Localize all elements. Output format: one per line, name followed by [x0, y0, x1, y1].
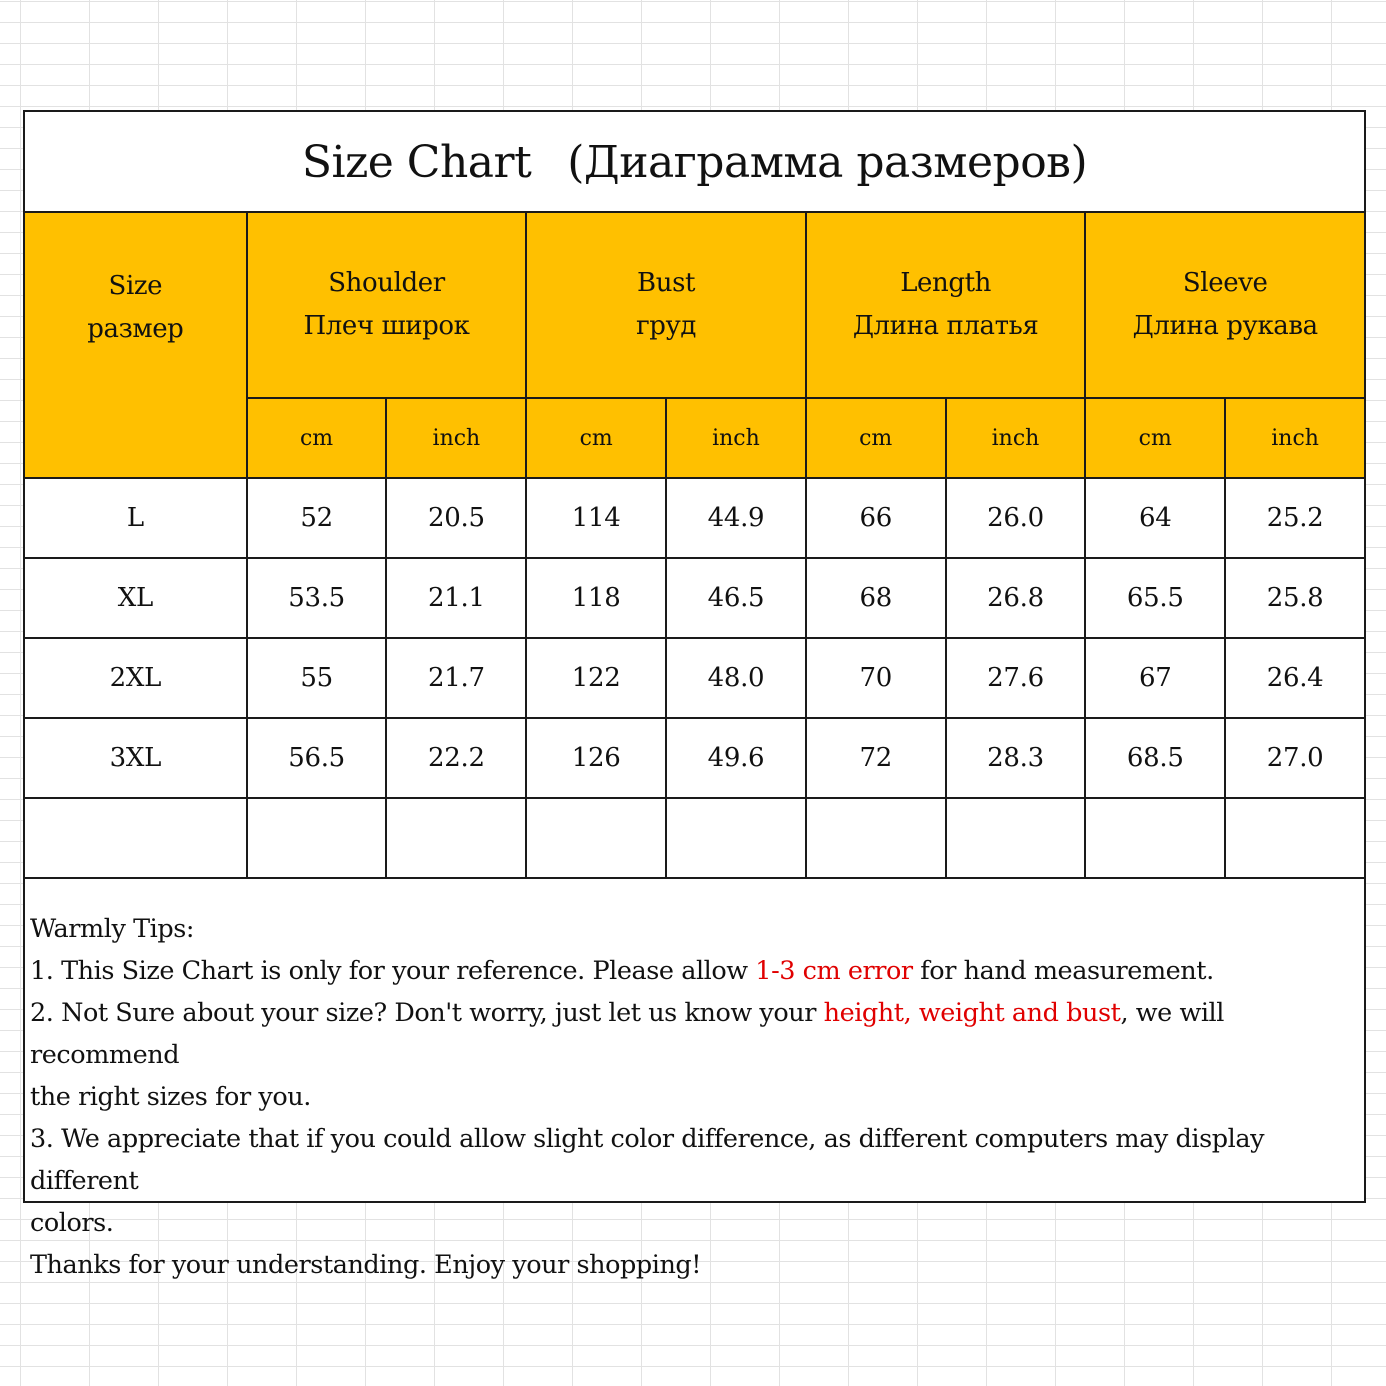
unit-cell: cm	[526, 398, 666, 478]
empty-row	[25, 798, 1364, 878]
table-cell: 26.4	[1225, 638, 1364, 718]
table-cell: 68	[806, 558, 946, 638]
table-cell: 27.6	[946, 638, 1086, 718]
header-row	[25, 212, 1364, 398]
empty-cell	[526, 798, 666, 878]
table-cell: 26.8	[946, 558, 1086, 638]
empty-cell	[666, 798, 806, 878]
unit-cell: inch	[946, 398, 1086, 478]
table-cell: 66	[806, 478, 946, 558]
empty-cell	[1225, 798, 1364, 878]
empty-cell	[25, 798, 247, 878]
size-label: 2XL	[25, 638, 247, 718]
size-label: XL	[25, 558, 247, 638]
table-cell: 21.7	[386, 638, 526, 718]
table-cell: 49.6	[666, 718, 806, 798]
title-russian: (Диаграмма размеров)	[567, 136, 1088, 188]
empty-cell	[247, 798, 387, 878]
thanks-line: Thanks for your understanding. Enjoy your shopping!	[30, 1250, 702, 1280]
table-cell: 67	[1085, 638, 1225, 718]
table-cell: 48.0	[666, 638, 806, 718]
empty-cell	[1085, 798, 1225, 878]
size-table	[25, 211, 1364, 879]
table-cell: 53.5	[247, 558, 387, 638]
table-cell: 21.1	[386, 558, 526, 638]
table-cell: 25.2	[1225, 478, 1364, 558]
tips-heading: Warmly Tips:	[30, 914, 194, 944]
empty-cell	[806, 798, 946, 878]
table-cell: 44.9	[666, 478, 806, 558]
table-row	[25, 638, 1364, 718]
table-cell: 65.5	[1085, 558, 1225, 638]
table-cell: 126	[526, 718, 666, 798]
table-cell: 22.2	[386, 718, 526, 798]
title-english: Size Chart	[301, 136, 532, 188]
unit-cell: cm	[806, 398, 946, 478]
header-shoulder: Shoulder Плеч широк	[247, 212, 527, 398]
header-length: Length Длина платья	[806, 212, 1086, 398]
header-bust: Bust груд	[526, 212, 806, 398]
unit-cell: inch	[666, 398, 806, 478]
tip-1: 1. This Size Chart is only for your reference. Please allow 1-3 cm error for hand measurement.	[30, 956, 1214, 986]
header-size: Size размер	[25, 212, 247, 478]
table-cell: 122	[526, 638, 666, 718]
table-row	[25, 478, 1364, 558]
tip-2-highlight: height, weight and bust	[823, 998, 1121, 1028]
size-chart	[23, 110, 1366, 1280]
table-cell: 118	[526, 558, 666, 638]
chart-title	[25, 112, 1364, 212]
tip-2: 2. Not Sure about your size? Don't worry, just let us know your height, weight and bust, we will recommend	[30, 998, 1224, 1070]
table-cell: 25.8	[1225, 558, 1364, 638]
size-label: L	[25, 478, 247, 558]
tip-3-cont: colors.	[30, 1208, 114, 1238]
unit-cell: inch	[1225, 398, 1364, 478]
table-cell: 52	[247, 478, 387, 558]
table-row	[25, 558, 1364, 638]
empty-cell	[386, 798, 526, 878]
table-cell: 72	[806, 718, 946, 798]
table-cell: 26.0	[946, 478, 1086, 558]
tip-2-cont: the right sizes for you.	[30, 1082, 311, 1112]
unit-cell: inch	[386, 398, 526, 478]
table-cell: 70	[806, 638, 946, 718]
table-cell: 68.5	[1085, 718, 1225, 798]
unit-cell: cm	[247, 398, 387, 478]
header-sleeve: Sleeve Длина рукава	[1085, 212, 1364, 398]
table-cell: 114	[526, 478, 666, 558]
table-cell: 56.5	[247, 718, 387, 798]
tip-3: 3. We appreciate that if you could allow slight color difference, as different computers may display different	[30, 1124, 1265, 1196]
size-label: 3XL	[25, 718, 247, 798]
table-cell: 20.5	[386, 478, 526, 558]
warmly-tips	[30, 908, 1355, 1286]
table-cell: 55	[247, 638, 387, 718]
tip-1-highlight: 1-3 cm error	[755, 956, 913, 986]
table-row	[25, 718, 1364, 798]
table-cell: 64	[1085, 478, 1225, 558]
table-cell: 46.5	[666, 558, 806, 638]
unit-cell: cm	[1085, 398, 1225, 478]
table-cell: 28.3	[946, 718, 1086, 798]
empty-cell	[946, 798, 1086, 878]
table-cell: 27.0	[1225, 718, 1364, 798]
